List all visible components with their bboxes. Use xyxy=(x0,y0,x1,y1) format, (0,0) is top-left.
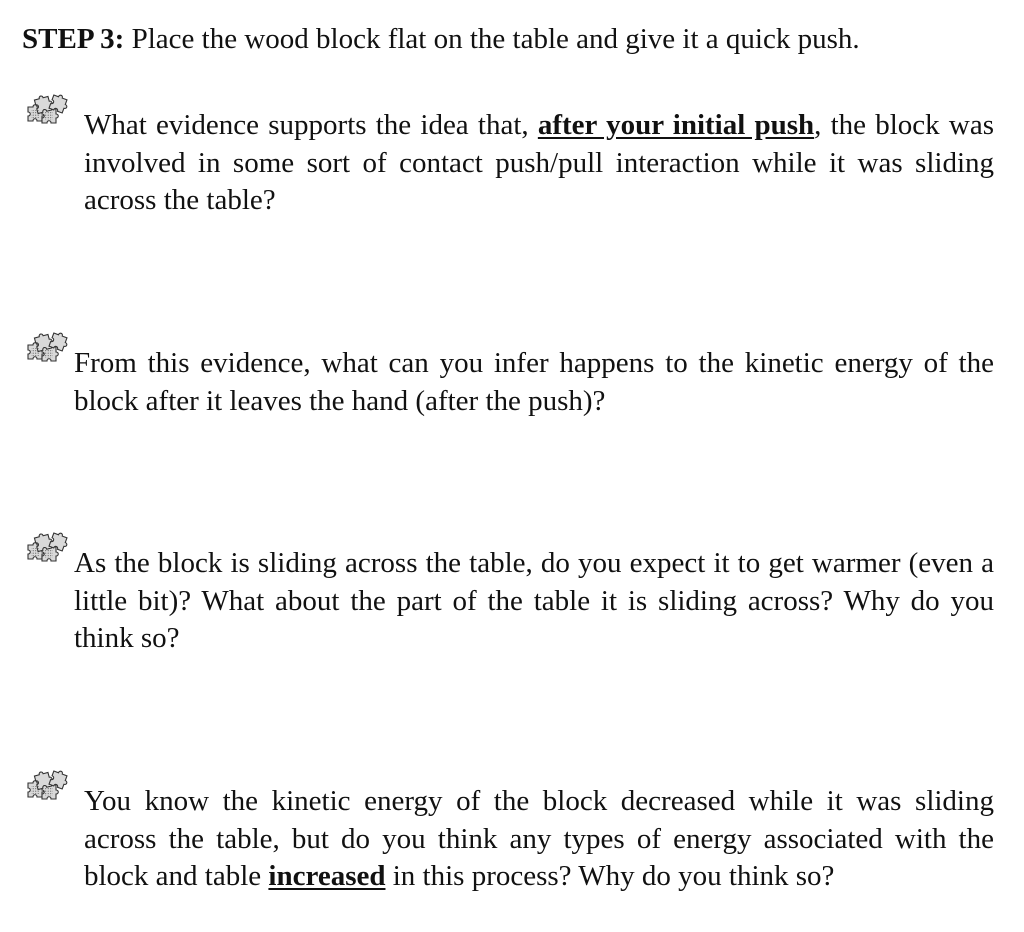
question-2: From this evidence, what can you infer happens to the kinetic energy of the block after it leaves the hand (after the push)? xyxy=(74,347,994,417)
puzzle-pieces-icon xyxy=(22,532,70,572)
question-4-text-before: You know the kinetic energy of the block decreased while it was sliding across the table, but do you think any types of energy associated with the block and table xyxy=(84,785,994,892)
question-4-text-after: in this process? Why do you think so? xyxy=(385,860,835,892)
step-instruction: Place the wood block flat on the table and give it a quick push. xyxy=(124,23,860,55)
question-1-text-before: What evidence supports the idea that, xyxy=(84,109,538,141)
question-1-text-after: , the block was involved in some sort of contact push/pull interaction while it was sliding across the table? xyxy=(84,109,994,216)
step-label: STEP 3: xyxy=(22,23,125,55)
question-3: As the block is sliding across the table, do you expect it to get warmer (even a little bit)? What about the part of the table it is sliding across? Why do you think so? xyxy=(74,547,994,654)
puzzle-pieces-icon xyxy=(22,770,70,810)
question-4-emphasis: increased xyxy=(268,860,386,892)
question-1 xyxy=(84,107,994,220)
question-4 xyxy=(84,783,994,896)
puzzle-pieces-icon xyxy=(22,94,70,134)
step-heading xyxy=(22,20,860,58)
question-1-emphasis: after your initial push xyxy=(537,109,815,141)
puzzle-pieces-icon xyxy=(22,332,70,372)
